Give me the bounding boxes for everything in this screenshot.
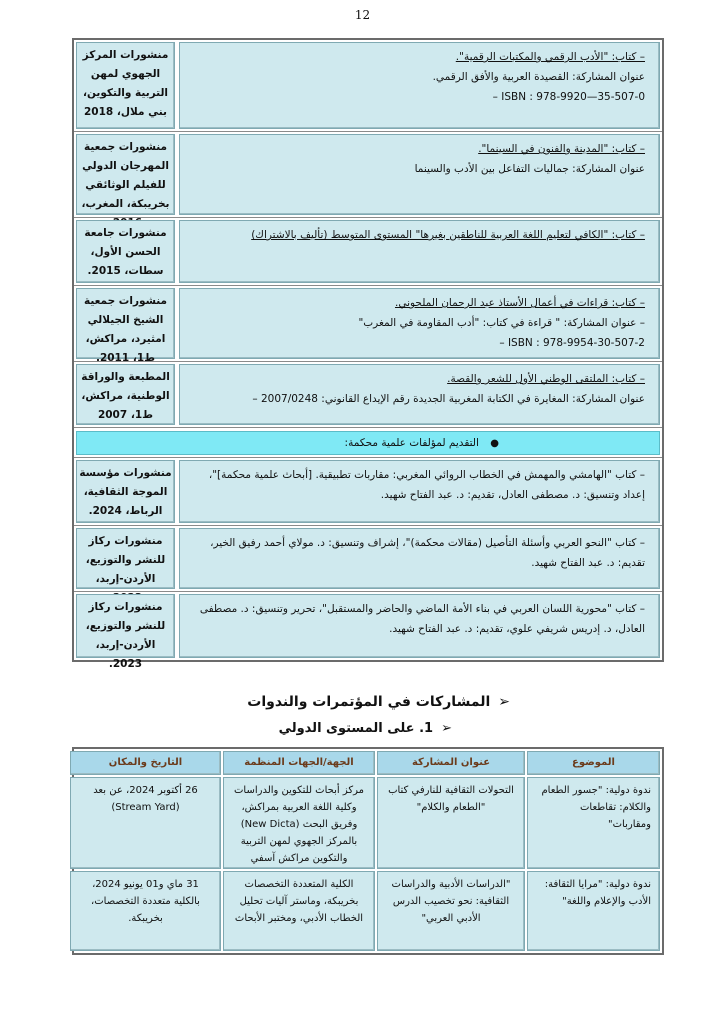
publisher-cell: منشورات المركز الجهوي لمهن التربية والتكوين، بني ملال، 2018 xyxy=(76,42,175,129)
table-cell: مركز أبحاث للتكوين والدراسات وكلية اللغة العربية بمراكش، وفريق البحث (New Dicta) بالمركز الجهوي لمهن التربية والتكوين مراكش آسفي xyxy=(223,777,375,869)
table-row xyxy=(74,592,662,670)
table-cell: 26 أكتوبر 2024، عن بعد (Stream Yard) xyxy=(70,777,221,869)
book-description-cell xyxy=(179,42,660,129)
book-title: – كتاب "محورية اللسان العربي في بناء الأمة الماضي والحاضر والمستقبل"، تحرير وتنسيق: د. مصطفى xyxy=(199,603,645,615)
book-title: – كتاب: "المدينة والفنون في السينما". xyxy=(478,143,645,155)
subsection-heading-text: 1. على المستوى الدولي xyxy=(278,721,434,736)
editors-line: العادل، د. إدريس شريفي علوي، تقديم: د. عبد الفتاح شهيد. xyxy=(389,623,645,635)
table-row xyxy=(74,362,662,428)
section-title-bar xyxy=(76,431,660,455)
participation-title: عنوان المشاركة: القصيدة العربية والأفق الرقمي. xyxy=(432,71,645,83)
publisher-cell: منشورات جامعة الحسن الأول، سطات، 2015. xyxy=(76,220,175,283)
book-description-cell xyxy=(179,220,660,283)
column-header: الجهة/الجهات المنظمة xyxy=(223,751,375,775)
publisher-cell: منشورات جمعية الشيخ الجيلالي امثيرد، مراكش، ط1، 2011. xyxy=(76,288,175,359)
arrow-bullet-icon: ➢ xyxy=(498,694,510,710)
table-row xyxy=(74,526,662,592)
participation-title: – عنوان المشاركة: " قراءة في كتاب: "أدب المقاومة في المغرب" xyxy=(358,317,645,329)
book-title: – كتاب: قراءات في أعمال الأستاذ عبد الرحمان الملحوني. xyxy=(394,297,645,309)
table-row xyxy=(74,458,662,526)
isbn: ISBN : 978-9954-30-507-2 – xyxy=(499,337,645,349)
section-row xyxy=(74,428,662,458)
book-description-cell xyxy=(179,460,660,523)
editors-line: إعداد وتنسيق: د. مصطفى العادل، تقديم: د. عبد الفتاح شهيد. xyxy=(380,489,645,501)
table-cell: 31 ماي و01 يونيو 2024، بالكلية متعددة التخصصات، بخريبكة. xyxy=(70,871,221,951)
table-cell: ندوة دولية: "مرايا الثقافة: الأدب والإعلام واللغة" xyxy=(527,871,660,951)
book-description-cell xyxy=(179,288,660,359)
bullet-icon: ● xyxy=(490,438,499,449)
page-number: 12 xyxy=(354,8,371,22)
subsection-heading xyxy=(0,721,452,736)
participation-title: عنوان المشاركة: جماليات التفاعل بين الأدب والسينما xyxy=(414,163,645,175)
book-title: – كتاب: الملتقى الوطني الأول للشعر والقصة. xyxy=(447,373,645,385)
table-cell: ندوة دولية: "جسور الطعام والكلام: تقاطعات ومقاربات" xyxy=(527,777,660,869)
column-header: الموضوع xyxy=(527,751,660,775)
table-cell: التحولات الثقافية للنارفي كتاب "الطعام والكلام" xyxy=(377,777,525,869)
publisher-cell: المطبعة والوراقة الوطنية، مراكش، ط1، 2007 xyxy=(76,364,175,425)
column-header: التاريخ والمكان xyxy=(70,751,221,775)
section-heading xyxy=(0,694,510,710)
publications-table xyxy=(72,38,664,670)
table-row xyxy=(74,286,662,362)
book-title: – كتاب "الهامشي والمهمش في الخطاب الروائي المغربي: مقاربات تطبيقية. [أبحاث علمية محكمة]"، xyxy=(208,469,645,481)
table-row xyxy=(74,132,662,218)
book-description-cell xyxy=(179,134,660,215)
section-heading-text: المشاركات في المؤتمرات والندوات xyxy=(247,694,491,710)
book-description-cell xyxy=(179,364,660,425)
isbn: ISBN : 978-9920—35-507-0 – xyxy=(492,91,645,103)
arrow-bullet-icon: ➢ xyxy=(441,721,452,736)
book-title: – كتاب: "الكافي لتعليم اللغة العربية للناطقين بغيرها" المستوى المتوسط (تأليف بالاشتراك) xyxy=(251,229,645,241)
conferences-table xyxy=(72,747,664,955)
section-title: التقديم لمؤلفات علمية محكمة: xyxy=(344,437,479,449)
editors-line: تقديم: د. عبد الفتاح شهيد. xyxy=(531,557,645,569)
book-title: – كتاب: "الأدب الرقمي والمكتبات الرقمية". xyxy=(455,51,645,63)
publisher-cell: منشورات ركاز للنشر والتوزيع، الأردن-إربد، 2023. xyxy=(76,594,175,658)
publisher-cell: منشورات ركاز للنشر والتوزيع، الأردن-إربد، xyxy=(76,528,175,589)
book-title: – كتاب "النحو العربي وأسئلة التأصيل (مقالات محكمة)"، إشراف وتنسيق: د. مولاي أحمد رفيق الخير، xyxy=(210,537,645,549)
book-description-cell xyxy=(179,594,660,658)
table-cell: "الدراسات الأدبية والدراسات الثقافية: نحو تخصيب الدرس الأدبي العربي" xyxy=(377,871,525,951)
book-description-cell xyxy=(179,528,660,589)
participation-title: عنوان المشاركة: المغايرة في الكتابة المغربية الجديدة رقم الإيداع القانوني: 2007/0248 – xyxy=(252,393,645,405)
table-row xyxy=(74,218,662,286)
table-row xyxy=(74,40,662,132)
table-cell: الكلية المتعددة التخصصات بخريبكة، وماستر آليات تحليل الخطاب الأدبي، ومختبر الأبحاث xyxy=(223,871,375,951)
column-header: عنوان المشاركة xyxy=(377,751,525,775)
publisher-cell: منشورات مؤسسة الموجة الثقافية، الرباط، 2024. xyxy=(76,460,175,523)
publisher-cell: منشورات جمعية المهرجان الدولي للفيلم الوثائقي بخريبكة، المغرب، xyxy=(76,134,175,215)
